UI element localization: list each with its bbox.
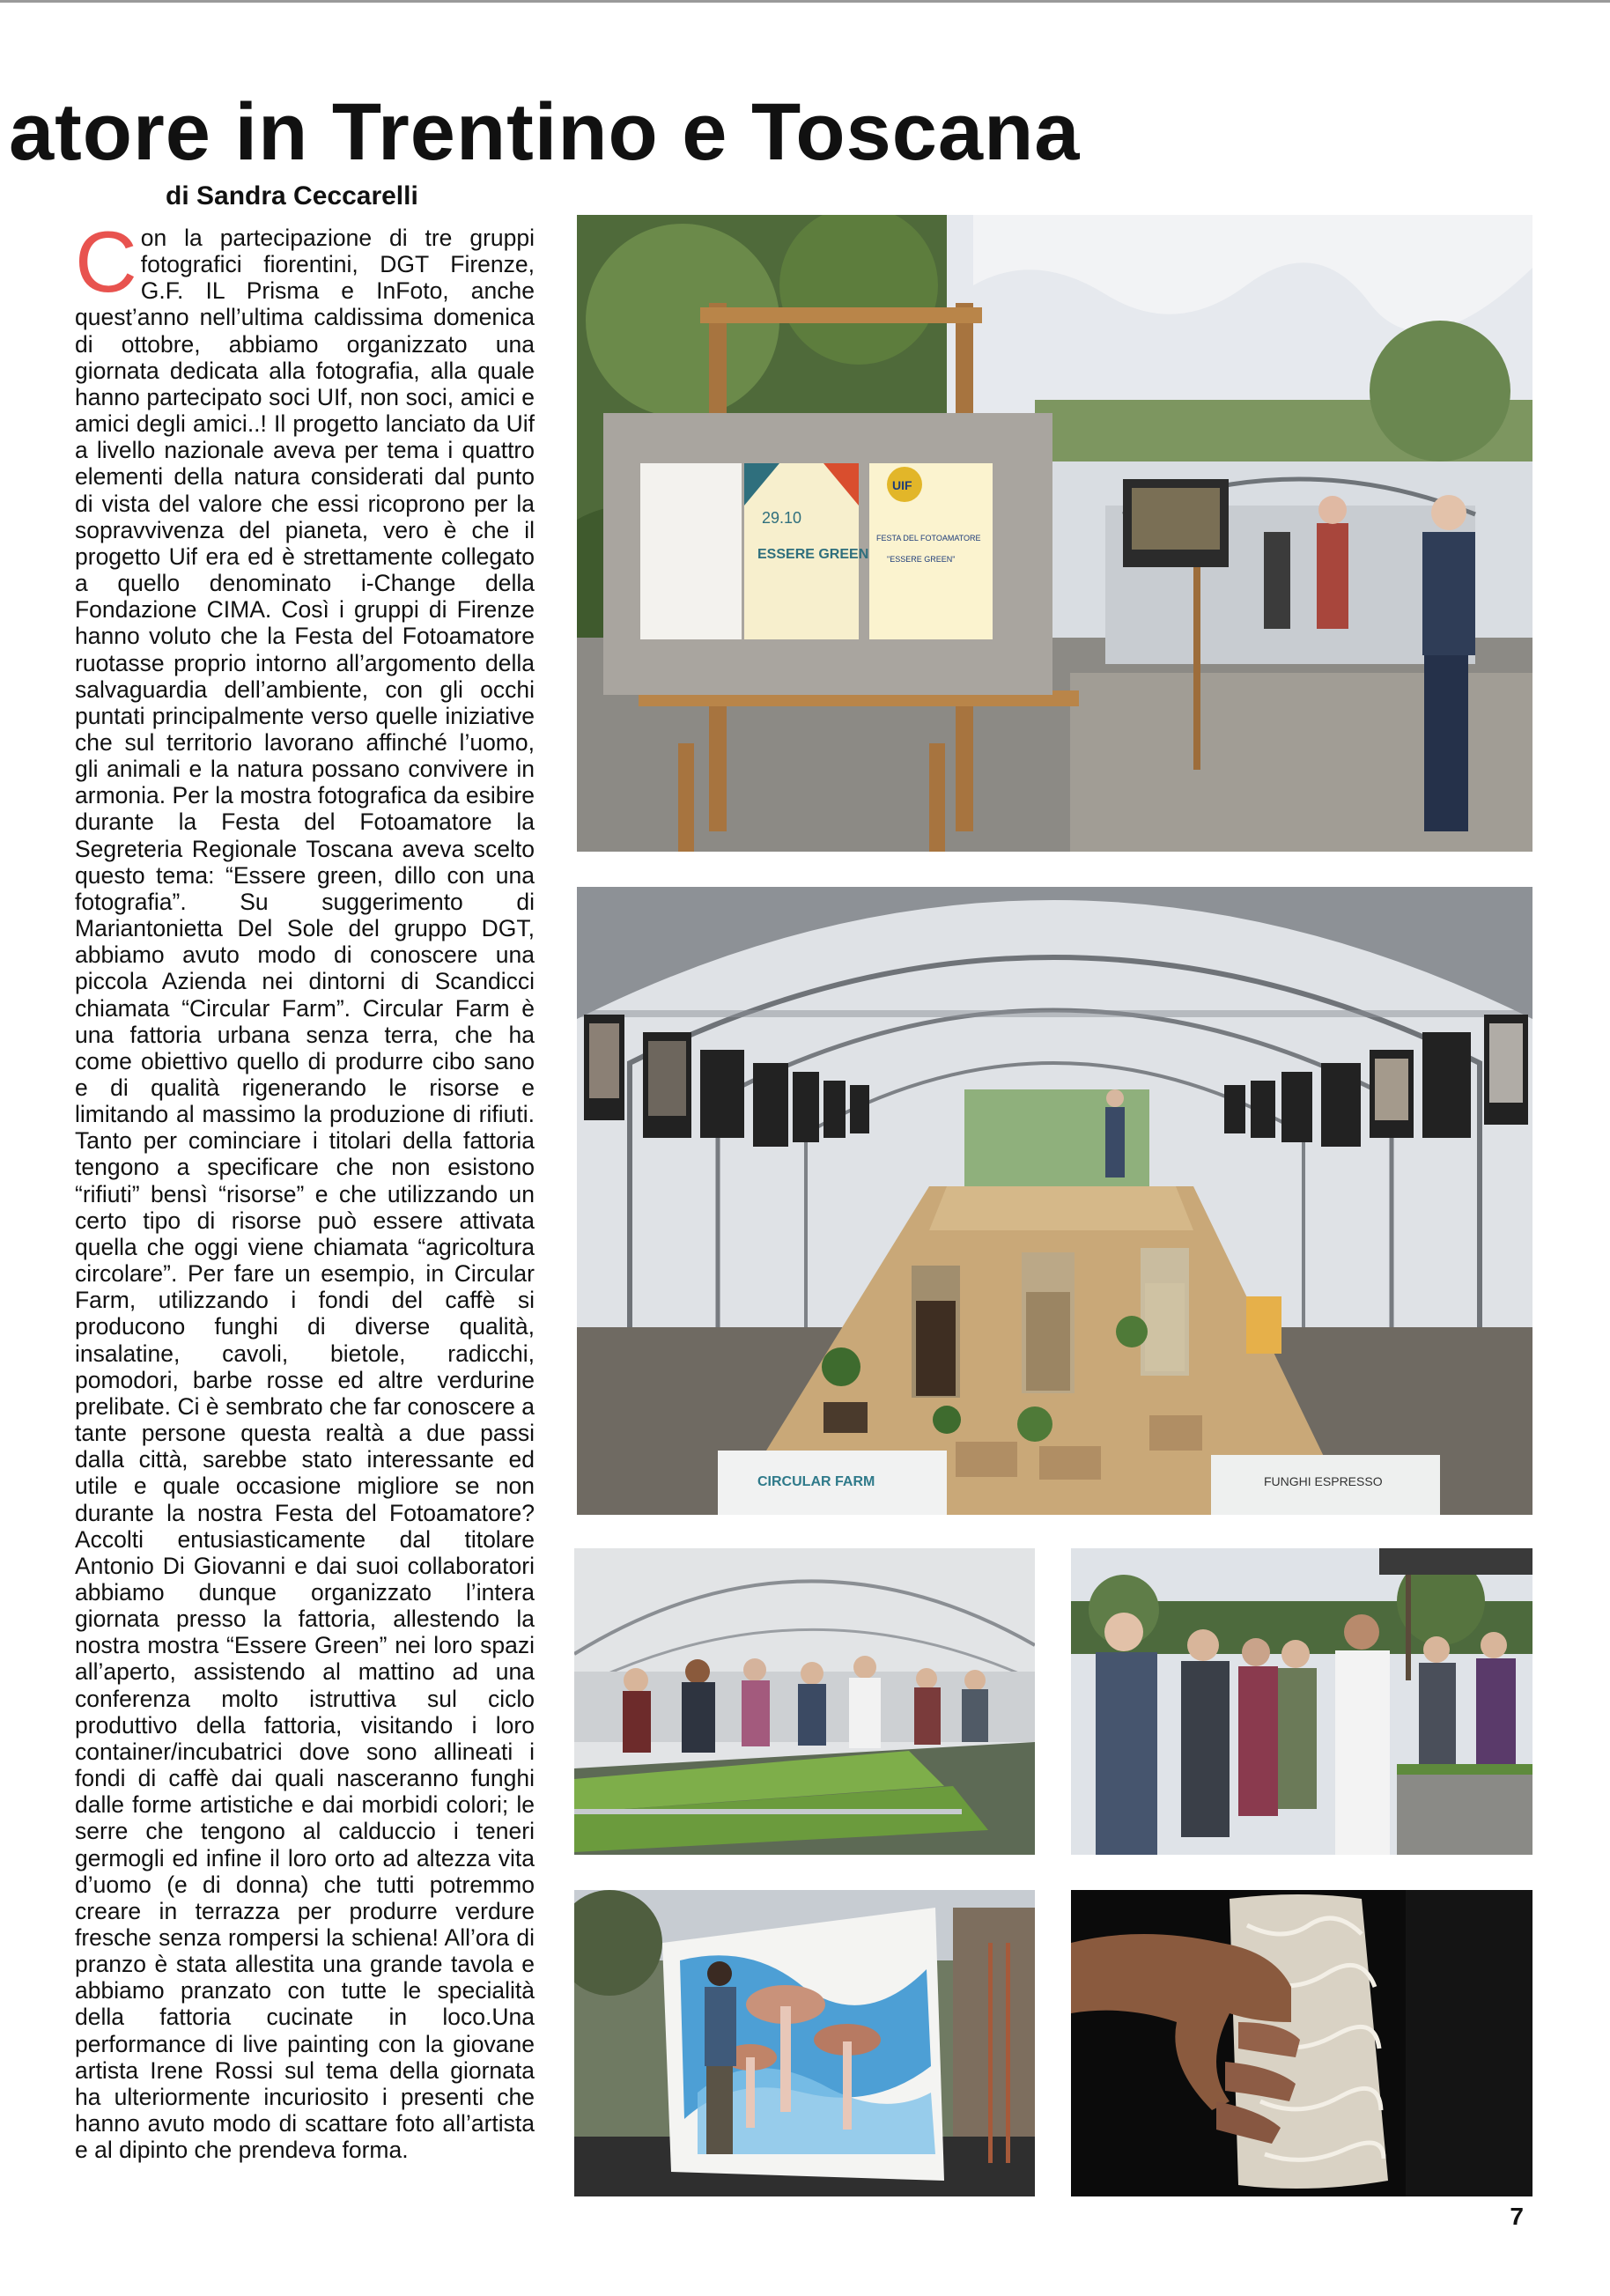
photo-greenhouse-table-image [577,887,1532,1515]
photo-greenhouse-group [574,1548,1035,1855]
photo-greenhouse-group-image [574,1548,1035,1855]
photo-outdoor-group [1071,1548,1532,1855]
article-column [75,213,535,2164]
photo-live-painting [574,1890,1035,2196]
top-rule [0,0,1610,3]
photo-greenhouse-table [577,887,1532,1515]
photo-outdoor-group-image [1071,1548,1532,1855]
sign-funghi-espresso: FUNGHI ESPRESSO [1264,1474,1383,1488]
poster-left-title: ESSERE GREEN [757,547,869,562]
poster-left-date: 29.10 [762,509,802,527]
photo-live-painting-image [574,1890,1035,2196]
article-body: on la partecipazione di tre gruppi fotografici fiorentini, DGT Firenze, G.F. IL Prisma e InFoto, anche quest’anno nell’ultima caldissima domenica di ottobre, abbiamo organizzato una giornata dedicata alla fotografia, alla quale hanno partecipato soci UIf, non soci, amici e amici degli amici..! Il progetto lanciato da Uif a livello nazionale aveva per tema i quattro elementi della natura considerati dal punto di vista del valore che essi ricoprono per la sopravvivenza del pianeta, vero è che il progetto Uif era ed è strettamente collegato a quello denominato i-Change della Fondazione CIMA. Così i gruppi di Firenze hanno voluto che la Festa del Fotoamatore ruotasse proprio intorno all’argomento della salvaguardia dell’ambiente, con gli occhi puntati principalmente verso quelle iniziative che sul territorio lavorano affinché l’uomo, gli animali e la natura possano convivere in armonia. Per la mostra fotografica da esibire durante la Festa del Fotoamatore la Segreteria Regionale Toscana aveva scelto questo tema: “Essere green, dillo con una fotografia”. Su suggerimento di Mariantonietta Del Sole del gruppo DGT, abbiamo avuto modo di conoscere una piccola Azienda nei dintorni di Scandicci chiamata “Circular Farm”. Circular Farm è una fattoria urbana senza terra, che ha come obiettivo quello di produrre cibo sano e di qualità rigenerando le risorse e limitando al massimo la produzione di rifiuti. Tanto per cominciare i titolari della fattoria tengono a specificare che non esistono “rifiuti” bensì “risorse” e che utilizzando un certo tipo di risorse può essere attivata quella che oggi viene chiamata “agricoltura circolare”. Per fare un esempio, in Circular Farm, utilizzando i fondi del caffè si producono funghi di diverse qualità, insalatine, cavoli, bietole, radicchi, pomodori, barbe rosse ed altre verdurine prelibate. Ci è sembrato che far conoscere a tante persone questa realtà a due passi dalla città, sarebbe stato interessante ed utile e quale occasione migliore se non durante la nostra Festa del Fotoamatore? Accolti entusiasticamente dal titolare Antonio Di Giovanni e dai suoi collaboratori abbiamo dunque organizzato l’intera giornata presso la fattoria, allestendo la nostra mostra “Essere Green” nei loro spazi all’aperto, assistendo al mattino ad una conferenza molto istruttiva sul ciclo produttivo della fattoria, visitando i loro container/incubatrici dove sono allineati i fondi di caffè dai quali nasceranno funghi dalle forme artistiche e dai morbidi colori; le serre che tengono al calduccio i teneri germogli ed infine il loro orto ad altezza vita d’uomo (e di donna) che tutti potremmo creare in terrazza per produrre verdure fresche senza rompersi la schiena! All’ora di pranzo è stata allestita una grande tavola e abbiamo pranzato con tutte le specialità della fattoria cucinate in loco.Una performance di live painting con la giovane artista Irene Rossi sul tema della giornata ha ulteriormente incuriosito i presenti che hanno avuto modo di scattare foto all’artista e al dipinto che prendeva forma. [75,225,535,2164]
article-paragraph [75,213,535,2164]
photo-easel-posters-image [577,215,1532,852]
poster-right-line1: FESTA DEL FOTOAMATORE [876,534,981,543]
headline: atore in Trentino e Toscana [9,87,1081,177]
photo-mushroom-bag-image [1071,1890,1532,2196]
photo-easel-posters [577,215,1532,852]
sign-circular-farm: CIRCULAR FARM [757,1474,875,1489]
drop-cap: C [75,213,137,310]
poster-right-logo: UIF [892,478,912,492]
photo-mushroom-bag [1071,1890,1532,2196]
poster-right-line2: "ESSERE GREEN" [887,555,956,564]
page-number: 7 [1510,2203,1524,2230]
byline: di Sandra Ceccarelli [166,181,418,210]
